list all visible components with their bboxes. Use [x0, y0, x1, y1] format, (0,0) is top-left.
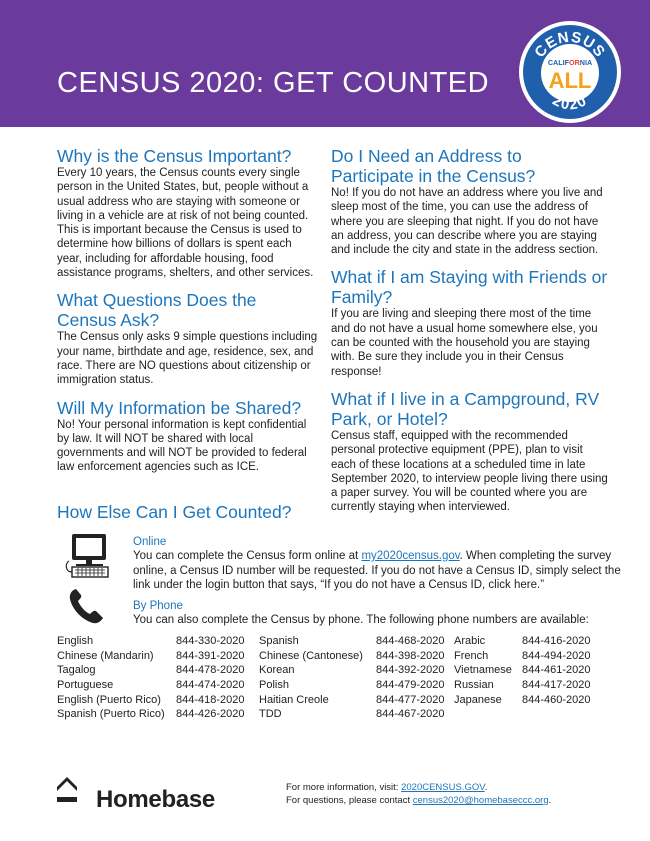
footer-questions-line [286, 794, 551, 807]
phone-number: 844-474-2020 [176, 679, 245, 692]
phone-language: Chinese (Cantonese) [259, 649, 363, 662]
phone-number: 844-391-2020 [176, 649, 245, 662]
phone-language: Chinese (Mandarin) [57, 649, 154, 662]
phone-number: 844-478-2020 [176, 664, 245, 677]
footer-info-text: For more information, visit: [286, 782, 402, 793]
footer-info-line [286, 781, 551, 794]
seal-year-text: 2020 [549, 91, 591, 114]
questions-text: The Census only asks 9 simple questions including your name, birthdate and age, residence, sex, and race. There are NO questions about citizenship or immigration status. [57, 331, 318, 387]
phone-language: Russian [454, 679, 494, 692]
phone-icon [68, 587, 104, 625]
footer-questions-end: . [548, 795, 552, 806]
phone-number: 844-418-2020 [176, 693, 245, 706]
phone-language: Polish [259, 679, 289, 692]
phone-language: French [454, 649, 489, 662]
email-link[interactable]: census2020@homebaseccc.org [412, 795, 549, 806]
phone-language: Spanish [259, 635, 299, 647]
phone-language: Arabic [454, 635, 486, 647]
shared-heading: Will My Information be Shared? [57, 397, 302, 418]
page-title: CENSUS 2020: GET COUNTED [57, 67, 490, 99]
friends-heading: What if I am Staying with Friends or Family? [331, 267, 608, 308]
header-banner [0, 0, 650, 127]
homebase-house-icon [57, 775, 77, 805]
phone-language: Portuguese [57, 679, 114, 692]
phone-intro-text: You can also complete the Census by phone. The following phone numbers are available: [133, 614, 589, 626]
phone-number: 844-479-2020 [376, 679, 445, 692]
online-text [133, 549, 623, 593]
phone-number: 844-416-2020 [522, 635, 591, 647]
online-text-part1: You can complete the Census form online at [133, 550, 362, 562]
online-title: Online [133, 536, 167, 548]
homebase-brand: Homebase [96, 786, 215, 813]
online-method [133, 535, 623, 593]
census-california-seal-icon [518, 20, 622, 124]
questions-heading: What Questions Does the Census Ask? [57, 290, 257, 331]
phone-number: 844-460-2020 [522, 693, 591, 706]
shared-text: No! Your personal information is kept confidential by law. It will NOT be shared with local governments and will NOT be provided to federal law enforcement agencies such as ICE. [57, 418, 307, 474]
address-heading: Do I Need an Address to Participate in the Census? [331, 146, 536, 186]
address-text: No! If you do not have an address where you live and sleep most of the time, you can use the address of where you are sleeping that night. If you do not have an address, you can describe where you are staying and include the city and state in the address section. [331, 187, 603, 257]
phone-number: 844-398-2020 [376, 649, 445, 662]
phone-language: English (Puerto Rico) [57, 693, 161, 706]
friends-text: If you are living and sleeping there most of the time and do not have a usual home somewhere else, you can be counted with the household you are staying with. Be sure they include you in their Census response! [331, 308, 598, 378]
phone-number: 844-461-2020 [522, 664, 591, 677]
seal-state-left: CALIF [547, 58, 569, 67]
phone-number: 844-468-2020 [376, 635, 445, 647]
phone-number: 844-330-2020 [176, 635, 245, 647]
phone-language: Japanese [454, 693, 502, 706]
left-column [57, 146, 319, 485]
census-gov-link[interactable]: 2020CENSUS.GOV [401, 782, 485, 793]
seal-all-text: ALL [548, 68, 592, 93]
phone-language: Vietnamese [454, 664, 512, 677]
campground-text: Census staff, equipped with the recommended personal protective equipment (PPE), plan to visit each of these locations at a scheduled time in late September 2020, to interview people living there using a paper survey. You will be counted where you are currently staying when interviewed. [331, 429, 608, 514]
phone-number: 844-477-2020 [376, 693, 445, 706]
phone-language: Spanish (Puerto Rico) [57, 708, 165, 721]
computer-icon [63, 533, 113, 579]
campground-heading: What if I live in a Campground, RV Park, or Hotel? [331, 388, 600, 429]
seal-state-text [548, 58, 592, 67]
right-column [331, 146, 609, 525]
phone-language: Haitian Creole [259, 693, 329, 706]
phone-method [133, 599, 623, 628]
how-else-heading: How Else Can I Get Counted? [57, 502, 292, 522]
seal-state-mid: OR [569, 58, 580, 67]
seal-top-text: CENSUS [531, 28, 609, 61]
phone-number: 844-467-2020 [376, 708, 445, 721]
phone-number: 844-417-2020 [522, 679, 591, 692]
seal-state-right: NIA [579, 58, 593, 67]
phone-number: 844-392-2020 [376, 664, 445, 677]
why-census-text: Every 10 years, the Census counts every single person in the United States, but, people without a usual address who are staying with someone or living in a vehicle are at risk of not being counted. This is important because the Census is used to determine how billions of dollars is spent each year, including for affordable housing, food assistance programs, shelters, and other services. [57, 167, 314, 280]
phone-title: By Phone [133, 600, 183, 612]
phone-number: 844-494-2020 [522, 649, 591, 662]
phone-language: TDD [259, 708, 282, 721]
phone-language: Korean [259, 664, 295, 677]
my2020census-link[interactable]: my2020census.gov [361, 550, 460, 562]
footer-questions-text: For questions, please contact [286, 795, 413, 806]
footer-contact [286, 781, 551, 807]
why-census-heading: Why is the Census Important? [57, 146, 292, 166]
online-text-part2: . When completing the survey online, a Census ID number will be requested. If you do not have a Census ID, simply select the link under the login button that says, “If you do not have a Census ID, click here.” [133, 550, 621, 591]
footer-info-end: . [484, 782, 488, 793]
phone-language: English [57, 635, 94, 647]
phone-language: Tagalog [57, 664, 96, 677]
phone-number: 844-426-2020 [176, 708, 245, 721]
